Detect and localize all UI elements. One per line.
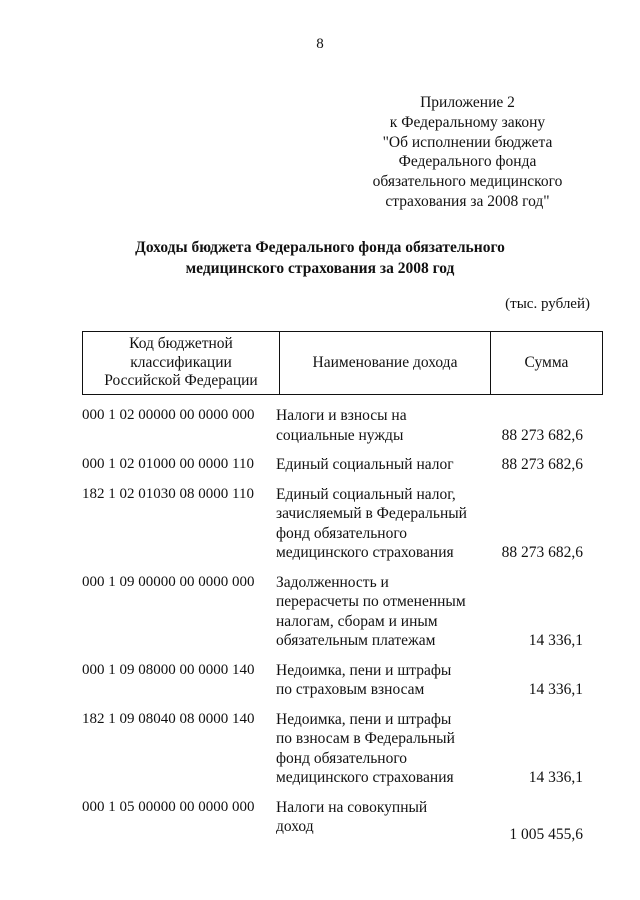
- appendix-line: страхования за 2008 год": [385, 192, 550, 210]
- row-sum: 14 336,1: [528, 769, 583, 786]
- row-name-line: социальные нужды: [276, 426, 404, 444]
- row-name-line: перерасчеты по отмененным: [276, 593, 466, 610]
- appendix-heading: [330, 93, 605, 212]
- row-name-line: Налоги на совокупный: [276, 798, 428, 816]
- row-sum: 14 336,1: [528, 632, 583, 649]
- row-name-line: Налоги и взносы на: [276, 407, 407, 424]
- table-header: [82, 331, 603, 395]
- appendix-line: обязательного медицинского: [372, 173, 563, 191]
- table-row: [82, 406, 603, 445]
- row-name-line: Недоимка, пени и штрафы: [276, 710, 452, 728]
- appendix-line: Федерального фонда: [398, 153, 537, 171]
- appendix-line: "Об исполнении бюджета: [382, 133, 553, 151]
- row-sum: 88 273 682,6: [501, 426, 583, 444]
- table-body: [82, 406, 603, 847]
- header-name: Наименование дохода: [280, 332, 491, 395]
- appendix-line: к Федеральному закону: [389, 113, 546, 131]
- row-name: [270, 455, 486, 475]
- header-code-line: классификации: [130, 353, 232, 371]
- header-code-line: Российской Федерации: [104, 372, 258, 389]
- row-name-line: Недоимка, пени и штрафы: [276, 661, 452, 679]
- header-sum: Сумма: [491, 332, 603, 395]
- row-name-line: налогам, сборам и иным: [276, 612, 438, 630]
- table-row: [82, 798, 603, 843]
- header-row: [83, 332, 603, 395]
- table-row: [82, 455, 603, 475]
- row-name-line: медицинского страхования: [276, 544, 454, 561]
- row-sum: 88 273 682,6: [501, 544, 583, 561]
- row-code: 182 1 09 08040 08 0000 140: [82, 710, 255, 727]
- appendix-line: Приложение 2: [420, 94, 515, 111]
- table-row: [82, 661, 603, 700]
- header-code-line: Код бюджетной: [129, 335, 233, 352]
- row-sum: 1 005 455,6: [509, 826, 583, 843]
- row-name-line: фонд обязательного: [276, 749, 408, 767]
- row-name-line: по страховым взносам: [276, 681, 425, 698]
- row-name-line: Единый социальный налог: [276, 456, 454, 473]
- title-line: Доходы бюджета Федерального фонда обязательного: [135, 239, 505, 256]
- row-name: [270, 661, 486, 700]
- header-code: [83, 332, 280, 395]
- row-name-line: доход: [276, 818, 314, 835]
- row-sum: 88 273 682,6: [501, 456, 583, 473]
- row-code: 000 1 09 08000 00 0000 140: [82, 661, 255, 678]
- page-number: 8: [316, 36, 324, 52]
- row-name: [270, 798, 486, 837]
- row-code: 000 1 05 00000 00 0000 000: [82, 798, 255, 815]
- row-code: 182 1 02 01030 08 0000 110: [82, 485, 254, 502]
- row-name: [270, 485, 486, 563]
- row-name: [270, 710, 486, 788]
- row-code: 000 1 02 00000 00 0000 000: [82, 407, 255, 423]
- row-code: 000 1 09 00000 00 0000 000: [82, 573, 255, 590]
- row-name: [270, 406, 486, 445]
- table-row: [82, 485, 603, 563]
- document-title: [60, 237, 580, 279]
- row-code: 000 1 02 01000 00 0000 110: [82, 456, 254, 472]
- title-line: медицинского страхования за 2008 год: [185, 260, 455, 277]
- row-name-line: Задолженность и: [276, 573, 389, 591]
- table-row: [82, 573, 603, 651]
- row-name-line: фонд обязательного: [276, 524, 408, 542]
- row-name-line: по взносам в Федеральный: [276, 730, 455, 747]
- row-name-line: зачисляемый в Федеральный: [276, 505, 467, 522]
- row-name-line: медицинского страхования: [276, 769, 454, 786]
- row-name-line: обязательным платежам: [276, 632, 436, 649]
- units-note: (тыс. рублей): [505, 296, 590, 312]
- row-sum: 14 336,1: [528, 681, 583, 698]
- table-row: [82, 710, 603, 788]
- row-name: [270, 573, 486, 651]
- row-name-line: Единый социальный налог,: [276, 485, 456, 503]
